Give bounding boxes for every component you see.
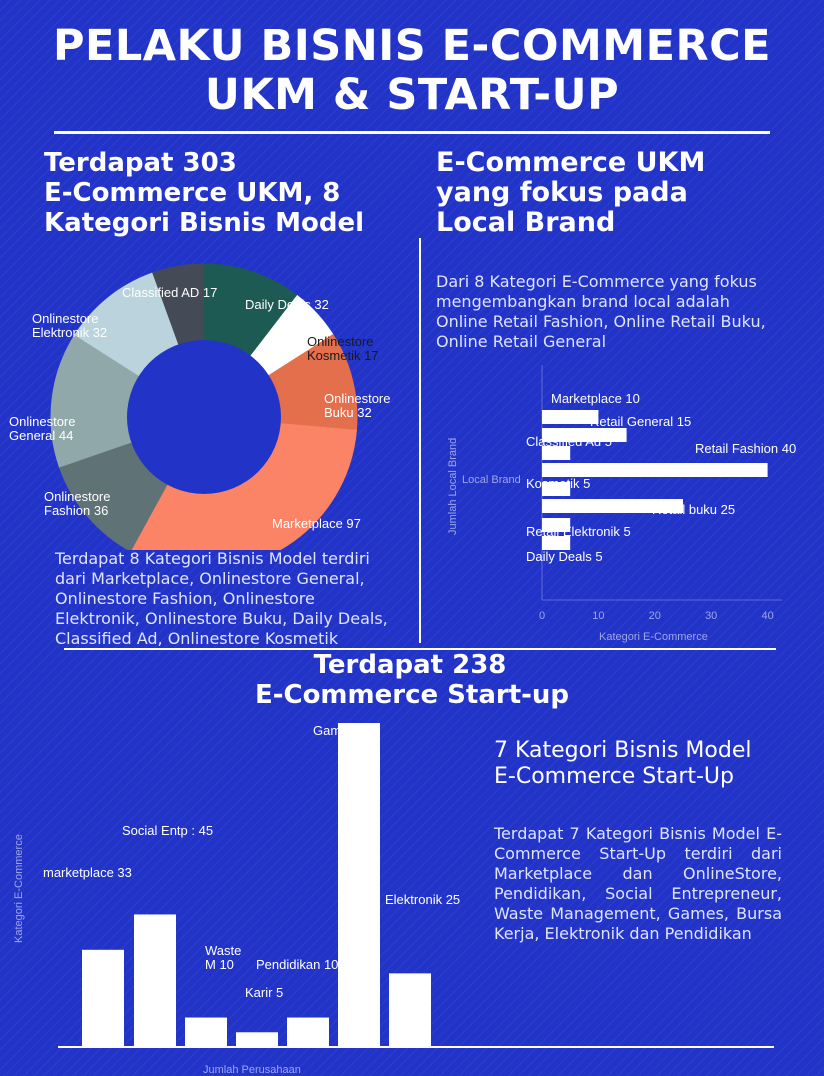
startup-bar-chart [0, 700, 480, 1060]
startup-baseline [58, 1046, 774, 1048]
local-brand-heading-line-3: Local Brand [436, 207, 616, 238]
hbar-xtick-0: 0 [538, 610, 546, 622]
local-brand-heading [436, 148, 796, 238]
vbar-pendidikan [287, 1018, 329, 1047]
vbar-label-marketplace: marketplace 33 [43, 865, 132, 880]
ukm-heading-line-2: E-Commerce UKM, 8 [44, 178, 341, 208]
vbar-label-elektronik: Elektronik 25 [385, 892, 461, 907]
vbar-marketplace [82, 950, 124, 1047]
startup-xlabel: Jumlah Perusahaan [203, 1064, 301, 1076]
vbar-elektronik [389, 973, 431, 1047]
pie-label-fashion: Onlinestore Fashion 36 [44, 489, 111, 518]
ukm-heading [44, 148, 424, 238]
pie-label-classified-ad: Classified AD 17 [122, 285, 218, 300]
local-brand-ticks [539, 610, 774, 622]
vbar-social-entp [134, 914, 176, 1047]
hbar-xtick-30: 30 [705, 610, 718, 622]
local-brand-xlabel: Kategori E-Commerce [599, 631, 708, 643]
pie-label-daily-deals: Daily Deals 32 [245, 297, 329, 312]
startup-heading-line-2: E-Commerce Start-up [254, 680, 570, 710]
title-line-1: PELAKU BISNIS E-COMMERCE [52, 21, 771, 71]
top-divider [54, 131, 770, 134]
hbar-label-retail-buku: Retail buku 25 [652, 502, 736, 517]
vbar-label-pendidikan: Pendidikan 10 [256, 957, 339, 972]
hbar-label-marketplace: Marketplace 10 [551, 391, 640, 406]
pie-label-kosmetik: Onlinestore Kosmetik 17 [307, 334, 379, 363]
startup-subheading [494, 738, 814, 790]
ukm-description: Terdapat 8 Kategori Bisnis Model terdiri dari Marketplace, Onlinestore General, Onlinestore Fashion, Onlinestore Elektronik, Onlinestore Buku, Daily Deals, Classified Ad, Onlinestore Kosmetik [55, 549, 388, 648]
vbar-label-karir: Karir 5 [245, 985, 284, 1000]
startup-heading-line-1: Terdapat 238 [313, 650, 507, 680]
local-brand-heading-line-1: E-Commerce UKM [436, 147, 706, 178]
pie-label-general: Onlinestore General 44 [9, 414, 76, 443]
hbar-label-classified-ad: Classified Ad 5 [526, 434, 612, 449]
vbar-label-waste: Waste M 10 [205, 943, 242, 972]
hbar-xtick-40: 40 [761, 610, 774, 622]
startup-ylabel: Kategori E-Commerce [13, 834, 25, 943]
pie-label-marketplace: Marketplace 97 [272, 516, 361, 531]
startup-subheading-line-2: E-Commerce Start-Up [494, 764, 734, 789]
hbar-label-kosmetik: Kosmetik 5 [526, 476, 591, 491]
vbar-karir [236, 1032, 278, 1047]
startup-subheading-line-1: 7 Kategori Bisnis Model [494, 738, 752, 763]
hbar-label-retail-general: Retail General 15 [590, 414, 692, 429]
vbar-waste-m [185, 1018, 227, 1047]
hbar-label-retail-fashion: Retail Fashion 40 [695, 441, 797, 456]
hbar-xtick-20: 20 [648, 610, 661, 622]
pie-label-buku: Onlinestore Buku 32 [324, 391, 391, 420]
hbar-xtick-10: 10 [592, 610, 605, 622]
local-brand-heading-line-2: yang fokus pada [436, 177, 688, 208]
ukm-heading-line-1: Terdapat 303 [44, 148, 237, 178]
vbar-games [338, 723, 380, 1047]
vbar-label-social-entp: Social Entp : 45 [122, 823, 214, 838]
local-brand-ylabel: Jumlah Local Brand [447, 437, 459, 535]
hbar-label-retail-elektronik: Retail Elektronik 5 [526, 524, 631, 539]
local-brand-description: Dari 8 Kategori E-Commerce yang fokus mengembangkan brand local adalah Online Retail Fashion, Online Retail Buku, Online Retail General [436, 272, 766, 351]
hbar-retail-fashion [542, 463, 768, 477]
ukm-heading-line-3: Kategori Bisnis Model [44, 208, 365, 238]
title-line-2: UKM & START-UP [204, 70, 620, 120]
donut-hole [127, 340, 281, 494]
page-title [0, 22, 824, 120]
hbar-label-daily-deals: Daily Deals 5 [526, 549, 603, 564]
local-brand-ytick: Local Brand [462, 474, 521, 486]
pie-label-elektronik: Onlinestore Elektronik 32 [32, 311, 108, 340]
vbar-label-games: Games 110 [313, 723, 380, 738]
startup-description: Terdapat 7 Kategori Bisnis Model E-Commerce Start-Up terdiri dari Marketplace dan OnlineStore, Pendidikan, Social Entrepreneur, Waste Management, Games, Bursa Kerja, Elektronik dan Pendidikan [494, 824, 782, 943]
